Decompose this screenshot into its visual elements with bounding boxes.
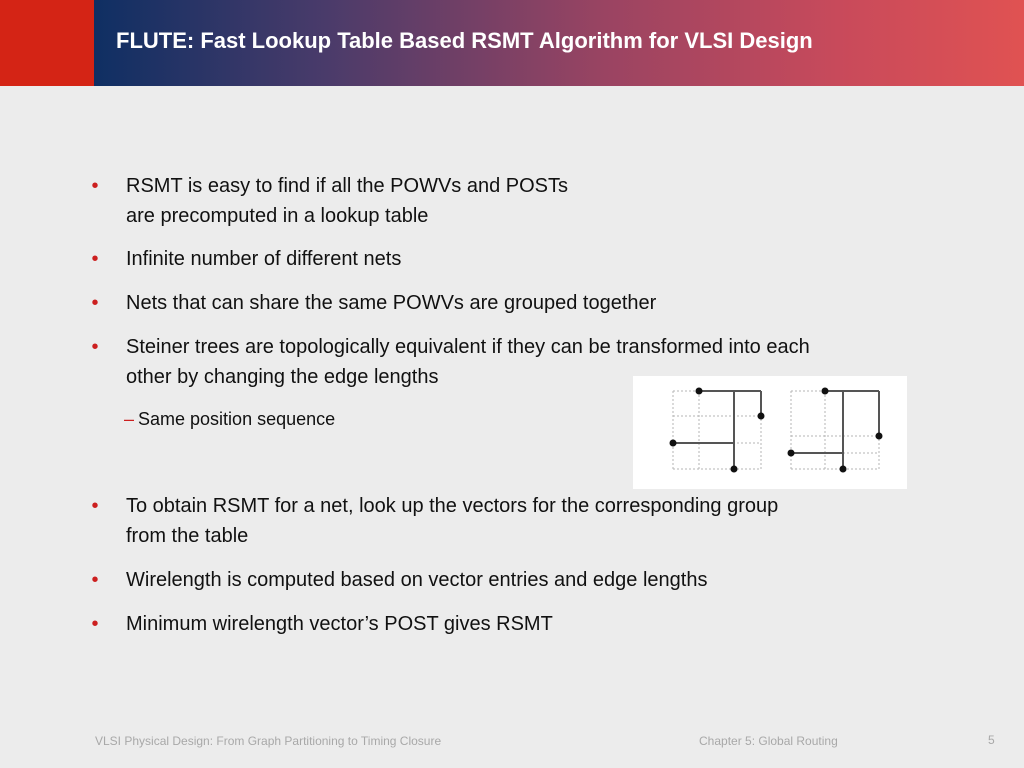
pins-left <box>670 388 765 473</box>
footer-book-title: VLSI Physical Design: From Graph Partitioning to Timing Closure <box>95 734 442 748</box>
bullet-text: Infinite number of different nets <box>126 248 402 270</box>
steiner-tree-figure <box>633 376 907 489</box>
tree-right <box>791 391 879 469</box>
bullet-dot: • <box>91 248 99 270</box>
bullet-dot: • <box>91 175 99 197</box>
bullet-text: Nets that can share the same POWVs are grouped together <box>126 292 657 314</box>
bullet-text: Wirelength is computed based on vector entries and edge lengths <box>126 569 708 591</box>
grid-right <box>791 391 879 469</box>
bullet-dot: • <box>91 292 99 314</box>
bullet-text: RSMT is easy to find if all the POWVs and POSTs <box>126 175 569 197</box>
sub-bullet <box>124 406 335 432</box>
steiner-tree-diagram <box>633 376 907 489</box>
bullet-text: To obtain RSMT for a net, look up the vectors for the corresponding group <box>126 495 779 517</box>
bullet-text: Steiner trees are topologically equivalent if they can be transformed into each <box>126 336 810 358</box>
grid-left <box>673 391 761 469</box>
bullet-dot: • <box>91 613 99 635</box>
bullet-text: Minimum wirelength vector’s POST gives RSMT <box>126 613 553 635</box>
sub-bullet-dash: – <box>124 409 135 429</box>
pins-right <box>788 388 883 473</box>
footer-chapter: Chapter 5: Global Routing <box>699 734 838 748</box>
bullet-dot: • <box>91 495 99 517</box>
bullet-dot: • <box>91 569 99 591</box>
bullet-text: other by changing the edge lengths <box>126 366 439 388</box>
bullet-text: from the table <box>126 525 249 547</box>
slide-title: FLUTE: Fast Lookup Table Based RSMT Algorithm for VLSI Design <box>116 28 813 53</box>
bullet-text: are precomputed in a lookup table <box>126 205 429 227</box>
sub-bullet-text: Same position sequence <box>138 409 336 429</box>
bullet-dot: • <box>91 336 99 358</box>
page-number: 5 <box>988 733 995 747</box>
tree-left <box>673 391 761 469</box>
